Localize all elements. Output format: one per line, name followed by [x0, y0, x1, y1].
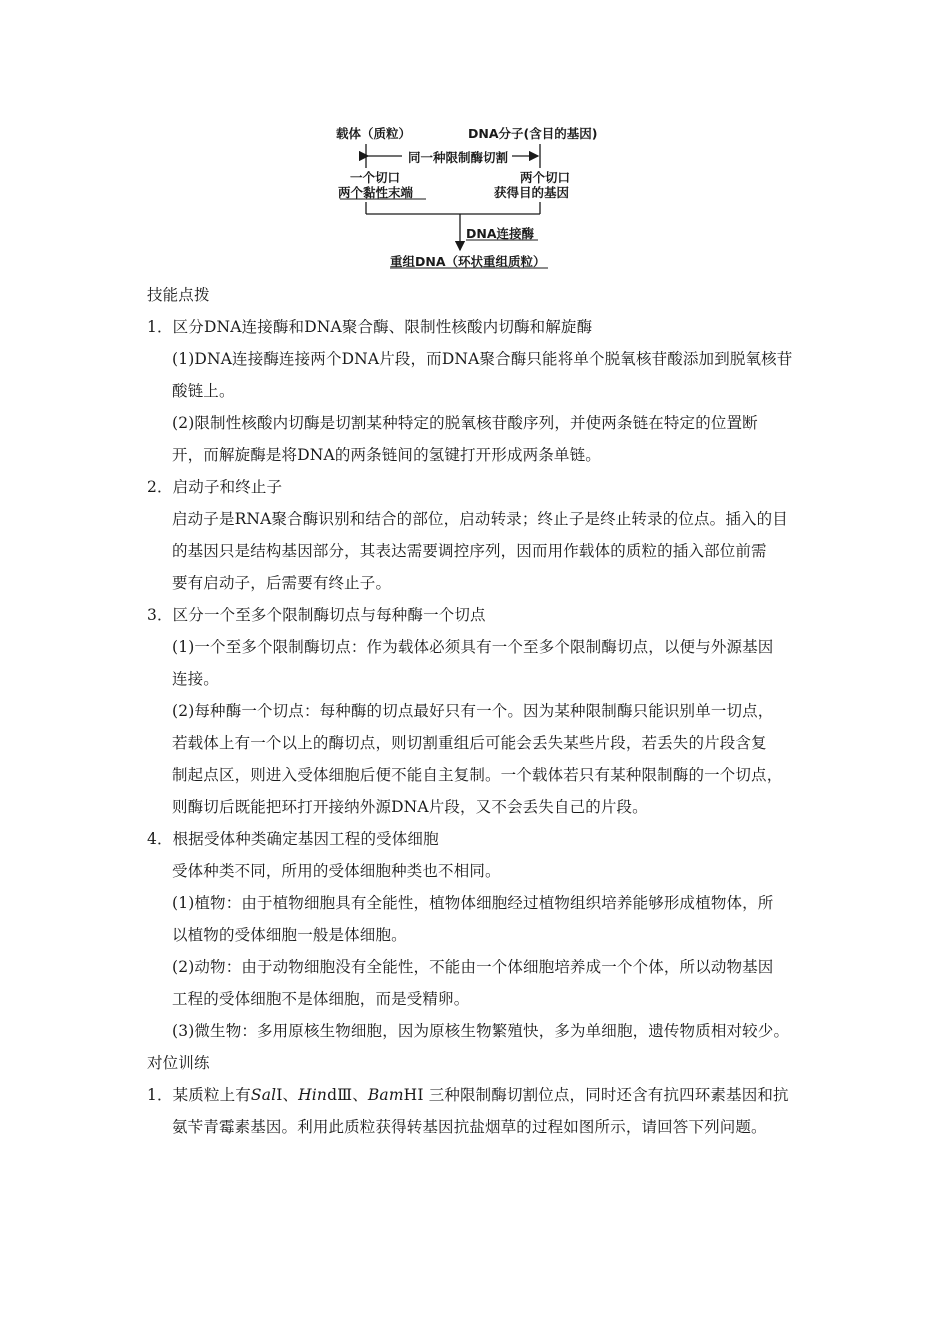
item-heading: 2．启动子和终止子	[147, 478, 283, 496]
question-line-2: 氨苄青霉素基因。利用此质粒获得转基因抗盐烟草的过程如图所示，请回答下列问题。	[172, 1118, 767, 1136]
dna-label: DNA分子(含目的基因)	[468, 126, 598, 141]
paragraph-line: 若载体上有一个以上的酶切点，则切割重组后可能会丢失某些片段，若丢失的片段含复	[172, 734, 767, 752]
recombinant-dna-diagram	[330, 118, 610, 278]
item-heading: 3．区分一个至多个限制酶切点与每种酶一个切点	[147, 606, 486, 624]
paragraph-line: 启动子是RNA聚合酶识别和结合的部位，启动转录；终止子是终止转录的位点。插入的目	[172, 510, 788, 528]
question-prefix: 1．某质粒上有	[147, 1086, 251, 1104]
paragraph-line: (1)一个至多个限制酶切点：作为载体必须具有一个至多个限制酶切点，以便与外源基因	[172, 638, 774, 656]
two-sticky-label: 两个黏性末端	[338, 185, 414, 200]
paragraph-line: 酸链上。	[172, 382, 235, 400]
item-heading: 1．区分DNA连接酶和DNA聚合酶、限制性核酸内切酶和解旋酶	[147, 318, 593, 336]
recombinant-label: 重组DNA（环状重组质粒）	[390, 254, 546, 269]
paragraph-line: (2)限制性核酸内切酶是切割某种特定的脱氧核苷酸序列，并使两条链在特定的位置断	[172, 414, 758, 432]
item-heading: 4．根据受体种类确定基因工程的受体细胞	[147, 830, 439, 848]
paragraph-line: 受体种类不同，所用的受体细胞种类也不相同。	[172, 862, 501, 880]
enzyme-bamhi-suffix: HⅠ	[403, 1086, 424, 1104]
one-cut-label: 一个切口	[350, 170, 401, 185]
paragraph-line: 则酶切后既能把环打开接纳外源DNA片段，又不会丢失自己的片段。	[172, 798, 648, 816]
paragraph-line: 连接。	[172, 670, 219, 688]
paragraph-line: 以植物的受体细胞一般是体细胞。	[172, 926, 407, 944]
paragraph-line: 要有启动子，后需要有终止子。	[172, 574, 392, 592]
enzyme-sali-suffix: Ⅰ、	[276, 1086, 299, 1104]
two-cut-label: 两个切口	[520, 170, 571, 185]
paragraph-line: (2)动物：由于动物细胞没有全能性，不能由一个体细胞培养成一个个体，所以动物基因	[172, 958, 774, 976]
paragraph-line: (1)DNA连接酶连接两个DNA片段，而DNA聚合酶只能将单个脱氧核苷酸添加到脱氧核苷	[172, 350, 793, 368]
enzyme-sali: Sal	[250, 1086, 277, 1104]
paragraph-line: (1)植物：由于植物细胞具有全能性，植物体细胞经过植物组织培养能够形成植物体，所	[172, 894, 774, 912]
enzyme-hindiii-suffix: dⅢ、	[327, 1086, 368, 1104]
get-gene-label: 获得目的基因	[494, 185, 570, 200]
paragraph-line: 制起点区，则进入受体细胞后便不能自主复制。一个载体若只有某种限制酶的一个切点，	[172, 766, 783, 784]
enzyme-hindiii: Hin	[298, 1086, 328, 1104]
same-enzyme-label: 同一种限制酶切割	[408, 150, 509, 165]
question-rest: 三种限制酶切割位点，同时还含有抗四环素基因和抗	[428, 1086, 789, 1104]
vector-label: 载体（质粒）	[336, 126, 412, 141]
section-heading: 对位训练	[147, 1054, 210, 1072]
question-line	[147, 1085, 789, 1105]
section-heading: 技能点拨	[147, 286, 210, 304]
ligase-label: DNA连接酶	[466, 226, 535, 241]
paragraph-line: 的基因只是结构基因部分，其表达需要调控序列，因而用作载体的质粒的插入部位前需	[172, 542, 767, 560]
paragraph-line: (2)每种酶一个切点：每种酶的切点最好只有一个。因为某种限制酶只能识别单一切点，	[172, 702, 774, 720]
enzyme-bamhi: Bam	[367, 1086, 404, 1104]
paragraph-line: (3)微生物：多用原核生物细胞，因为原核生物繁殖快，多为单细胞，遗传物质相对较少。	[172, 1022, 790, 1040]
paragraph-line: 开，而解旋酶是将DNA的两条链间的氢键打开形成两条单链。	[172, 446, 601, 464]
paragraph-line: 工程的受体细胞不是体细胞，而是受精卵。	[172, 990, 470, 1008]
